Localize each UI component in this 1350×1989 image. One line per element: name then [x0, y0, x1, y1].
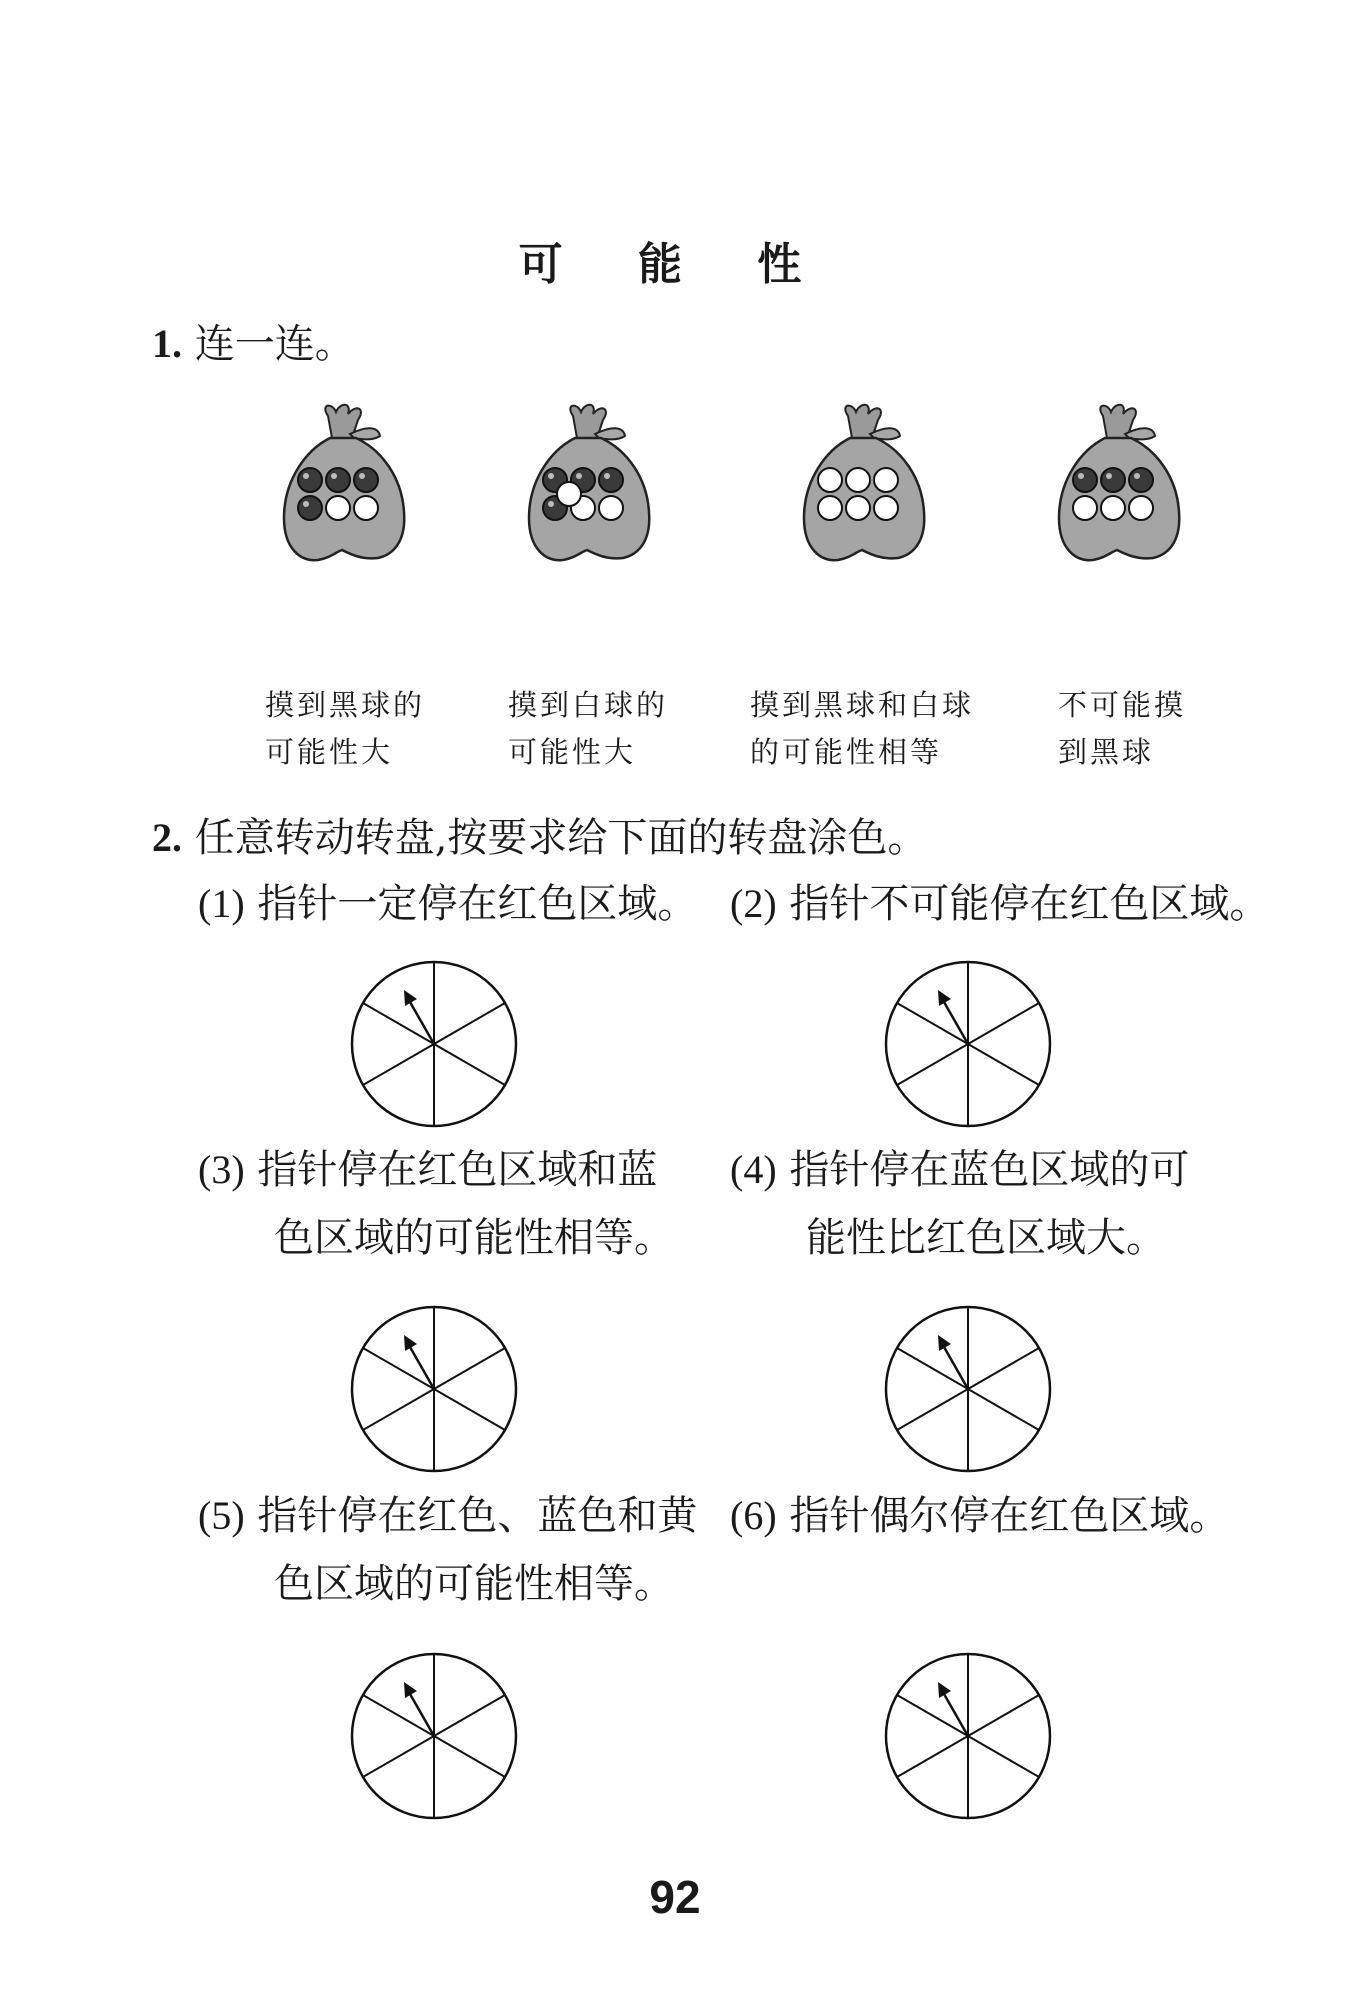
ball-highlight	[548, 501, 554, 507]
spinner-5[interactable]	[348, 1650, 520, 1826]
spinner-icon[interactable]	[882, 958, 1054, 1130]
white-ball	[354, 496, 378, 520]
spinner-2[interactable]	[882, 958, 1054, 1134]
bag-4	[1045, 400, 1195, 594]
spinner-3[interactable]	[348, 1303, 520, 1479]
ball-highlight	[1106, 473, 1112, 479]
ball-highlight	[576, 473, 582, 479]
bag-caption-4: 不可能摸 到黑球	[1058, 688, 1187, 769]
black-ball	[1073, 468, 1097, 492]
black-ball	[1101, 468, 1125, 492]
white-ball	[846, 468, 870, 492]
spinner-icon[interactable]	[348, 1303, 520, 1475]
white-ball	[1101, 496, 1125, 520]
spinner-icon[interactable]	[348, 958, 520, 1130]
black-ball	[1129, 468, 1153, 492]
spinner-6[interactable]	[882, 1650, 1054, 1826]
black-ball	[298, 468, 322, 492]
bag-icon	[790, 400, 940, 590]
spinner-4[interactable]	[882, 1303, 1054, 1479]
ball-highlight	[1134, 473, 1140, 479]
ball-highlight	[331, 473, 337, 479]
white-ball	[874, 496, 898, 520]
black-ball	[326, 468, 350, 492]
subquestion-1: (1) 指针一定停在红色区域。	[198, 881, 698, 927]
spinner-icon[interactable]	[882, 1303, 1054, 1475]
bag-2	[515, 400, 665, 594]
bag-icon	[515, 400, 665, 590]
bag-3	[790, 400, 940, 594]
white-ball	[1073, 496, 1097, 520]
question-2-number: 2.	[152, 815, 182, 860]
white-ball	[846, 496, 870, 520]
spinner-icon[interactable]	[348, 1650, 520, 1822]
spinner-1[interactable]	[348, 958, 520, 1134]
ball-highlight	[303, 473, 309, 479]
subquestion-6: (6) 指针偶尔停在红色区域。	[730, 1493, 1230, 1539]
question-1-text: 连一连。	[194, 321, 355, 367]
question-2	[152, 814, 927, 862]
question-1-number: 1.	[152, 321, 182, 366]
ball-highlight	[548, 473, 554, 479]
ball-highlight	[303, 501, 309, 507]
white-ball	[1129, 496, 1153, 520]
black-ball	[354, 468, 378, 492]
question-2-text: 任意转动转盘,按要求给下面的转盘涂色。	[194, 815, 928, 861]
bag-caption-3: 摸到黑球和白球 的可能性相等	[750, 688, 975, 769]
bag-1	[270, 400, 420, 594]
black-ball	[298, 496, 322, 520]
ball-highlight	[359, 473, 365, 479]
white-ball	[599, 496, 623, 520]
white-ball	[326, 496, 350, 520]
subquestion-4: (4) 指针停在蓝色区域的可 能性比红色区域大。	[730, 1147, 1190, 1261]
page-title: 可 能 性	[518, 239, 832, 290]
subquestion-5: (5) 指针停在红色、蓝色和黄 色区域的可能性相等。	[198, 1493, 698, 1607]
black-ball	[599, 468, 623, 492]
ball-highlight	[1078, 473, 1084, 479]
ball-highlight	[604, 473, 610, 479]
white-ball	[557, 482, 581, 506]
white-ball	[874, 468, 898, 492]
white-ball	[818, 468, 842, 492]
page-number: 92	[649, 1871, 701, 1923]
bag-caption-1: 摸到黑球的 可能性大	[265, 688, 426, 769]
question-1	[152, 320, 355, 368]
bag-caption-2: 摸到白球的 可能性大	[508, 688, 669, 769]
subquestion-3: (3) 指针停在红色区域和蓝 色区域的可能性相等。	[198, 1147, 674, 1261]
subquestion-2: (2) 指针不可能停在红色区域。	[730, 881, 1270, 927]
bag-icon	[1045, 400, 1195, 590]
white-ball	[818, 496, 842, 520]
spinner-icon[interactable]	[882, 1650, 1054, 1822]
bag-icon	[270, 400, 420, 590]
